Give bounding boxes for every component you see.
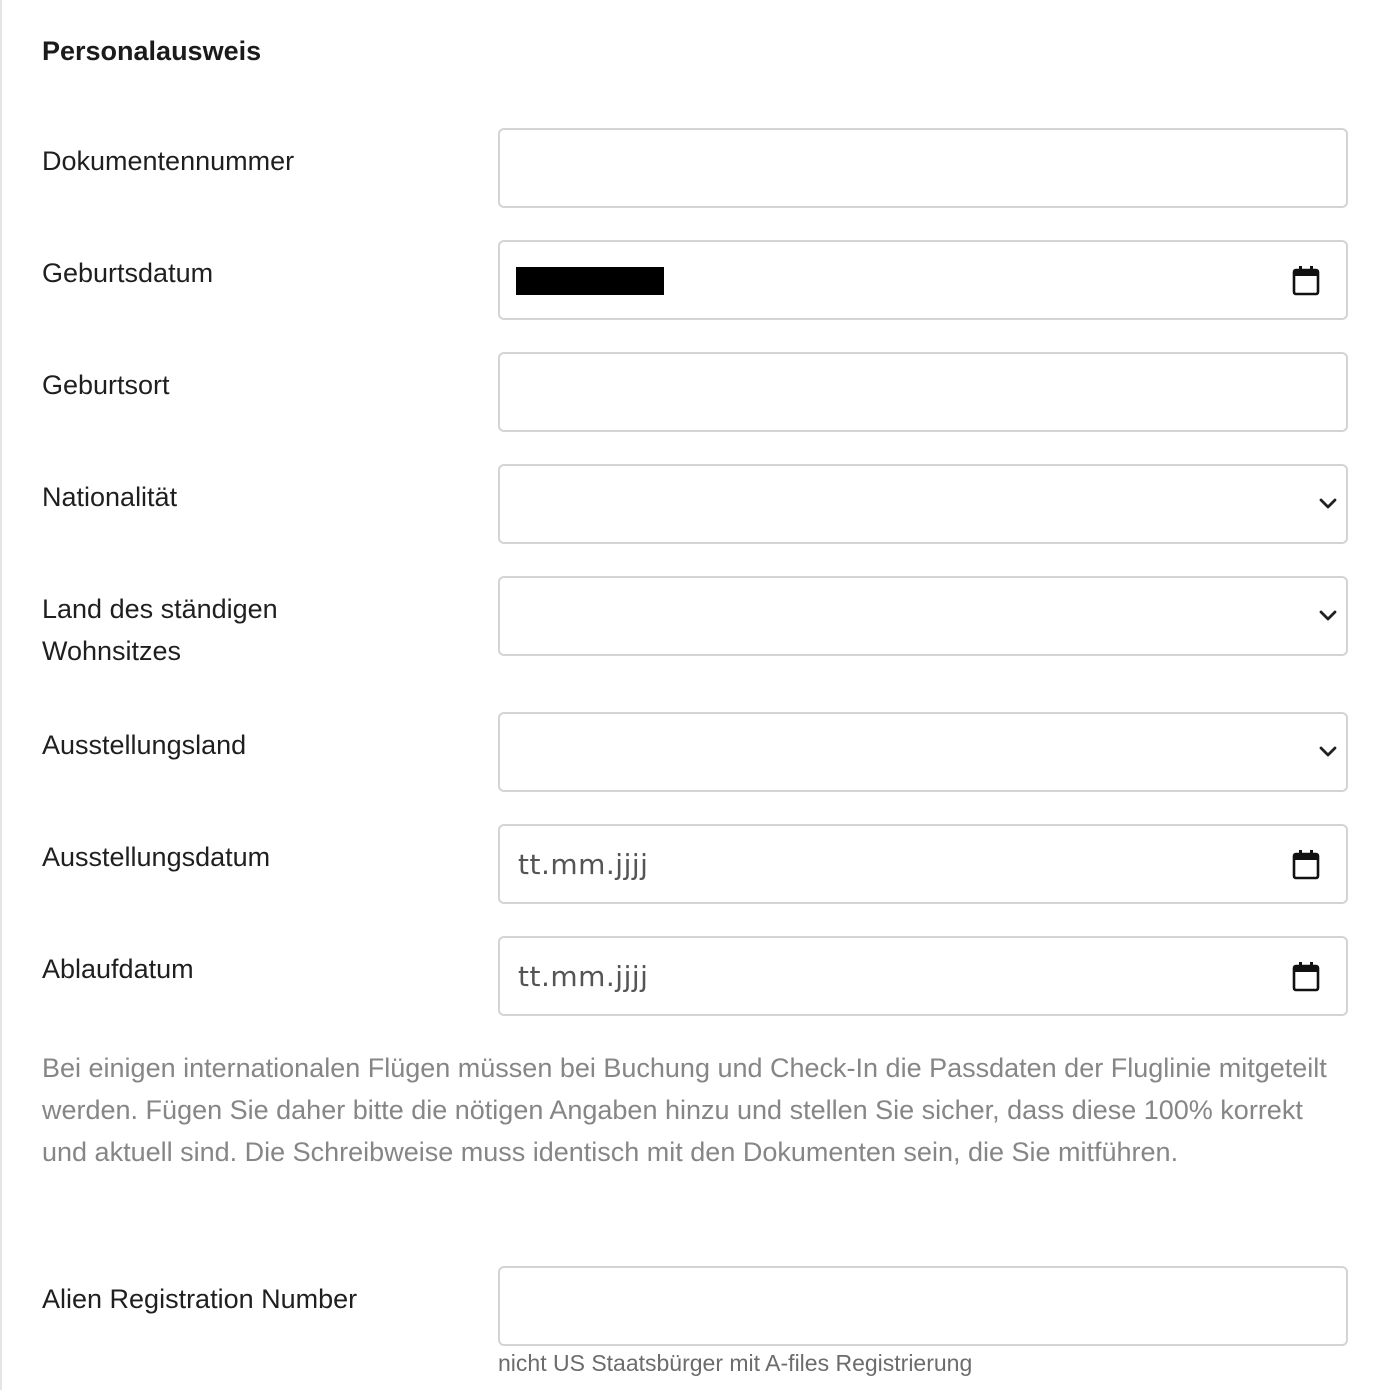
calendar-icon[interactable] (1292, 850, 1320, 880)
birth-date-input[interactable] (498, 240, 1348, 320)
issue-date-placeholder: tt.mm.jjjj (518, 848, 649, 881)
document-number-label: Dokumentennummer (42, 146, 295, 176)
alien-registration-label: Alien Registration Number (42, 1284, 358, 1314)
chevron-down-icon (1318, 608, 1338, 624)
issue-date-label: Ausstellungsdatum (42, 842, 271, 872)
alien-registration-input[interactable] (500, 1268, 1346, 1344)
issuing-country-select[interactable] (498, 712, 1348, 792)
nationality-select[interactable] (498, 464, 1348, 544)
passport-info-text: Bei einigen internationalen Flügen müssen bei Buchung und Check-In die Passdaten der Fluglinie mitgeteilt werden. Fügen Sie daher bitte die nötigen Angaben hinzu und stellen Sie sicher, dass diese 100% korrekt und aktuell sind. Die Schreibweise muss identisch mit den Dokumenten sein, die Sie mitführen. (42, 1053, 1327, 1167)
document-number-field[interactable] (498, 128, 1348, 208)
issuing-country-label: Ausstellungsland (42, 730, 247, 760)
expiry-date-label: Ablaufdatum (42, 954, 194, 984)
alien-registration-field[interactable] (498, 1266, 1348, 1346)
birth-place-input[interactable] (500, 354, 1346, 430)
birth-place-label: Geburtsort (42, 370, 170, 400)
alien-registration-hint: nicht US Staatsbürger mit A-files Registrierung (498, 1350, 973, 1376)
calendar-icon[interactable] (1292, 266, 1320, 296)
panel-left-border (0, 0, 2, 1390)
residence-country-label-line1: Land des ständigen (42, 594, 278, 624)
nationality-label: Nationalität (42, 482, 178, 512)
redacted-birth-date-value (516, 267, 664, 295)
chevron-down-icon (1318, 496, 1338, 512)
calendar-icon[interactable] (1292, 962, 1320, 992)
section-title: Personalausweis (42, 36, 262, 66)
issue-date-input[interactable] (498, 824, 1348, 904)
document-number-input[interactable] (500, 130, 1346, 206)
residence-country-label (42, 588, 462, 672)
residence-country-label-line2: Wohnsitzes (42, 636, 182, 666)
birth-place-field[interactable] (498, 352, 1348, 432)
residence-country-select[interactable] (498, 576, 1348, 656)
expiry-date-input[interactable] (498, 936, 1348, 1016)
expiry-date-placeholder: tt.mm.jjjj (518, 960, 649, 993)
chevron-down-icon (1318, 744, 1338, 760)
birth-date-label: Geburtsdatum (42, 258, 214, 288)
